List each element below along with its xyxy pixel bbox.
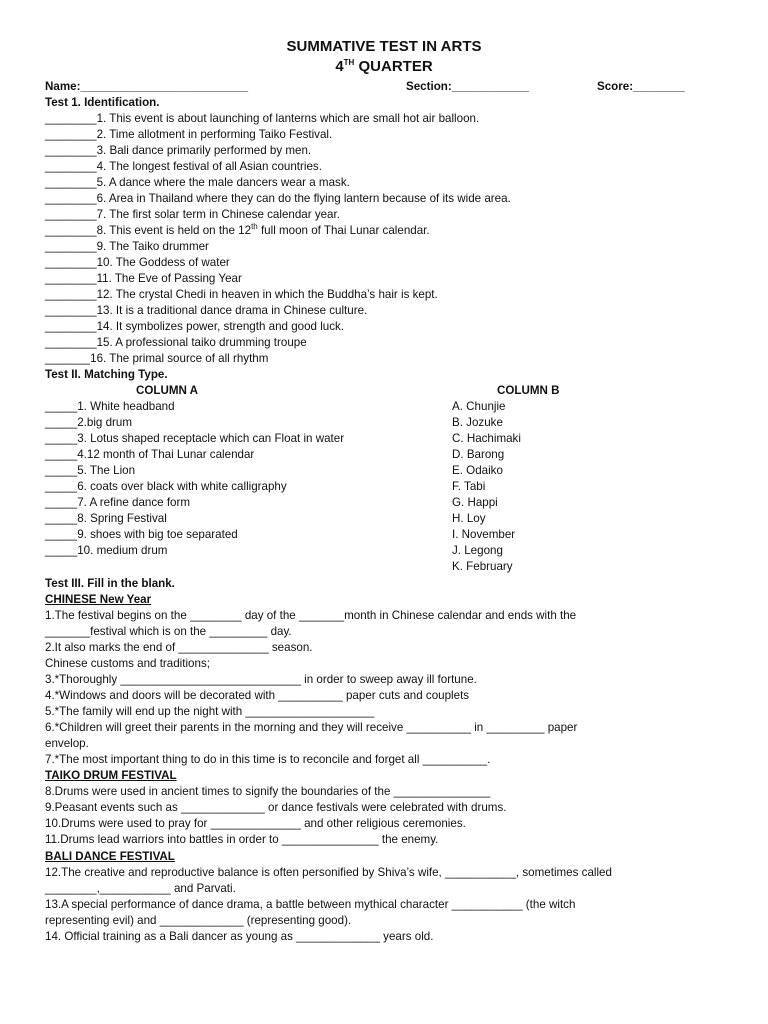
test1-item-8 bbox=[45, 224, 430, 238]
name-field: Name:__________________________ bbox=[45, 80, 249, 93]
column-b-item: A. Chunjie bbox=[452, 400, 506, 413]
fill-line: 7.*The most important thing to do in this time is to reconcile and forget all __________. bbox=[45, 753, 491, 766]
column-b-item: K. February bbox=[452, 560, 513, 573]
item8-text: ________8. This event is held on the 12 bbox=[45, 224, 252, 237]
column-b-item: D. Barong bbox=[452, 448, 505, 461]
test1-item: ________1. This event is about launching of lanterns which are small hot air balloon. bbox=[45, 112, 480, 125]
column-a-item: _____4.12 month of Thai Lunar calendar bbox=[45, 448, 255, 461]
quarter-word: QUARTER bbox=[358, 58, 433, 75]
test1-item: ________4. The longest festival of all Asian countries. bbox=[45, 160, 322, 173]
fill-line: 12.The creative and reproductive balance is often personified by Shiva’s wife, ___________, sometimes called bbox=[45, 866, 612, 879]
fill-line: ________,___________ and Parvati. bbox=[45, 882, 236, 895]
fill-line: 9.Peasant events such as _____________ or dance festivals were celebrated with drums. bbox=[45, 801, 507, 814]
column-a-item: _____2.big drum bbox=[45, 416, 133, 429]
column-b-item: C. Hachimaki bbox=[452, 432, 521, 445]
test1-item: _______16. The primal source of all rhythm bbox=[45, 352, 269, 365]
fill-line: envelop. bbox=[45, 737, 89, 750]
test1-heading: Test 1. Identification. bbox=[45, 96, 160, 109]
fill-line: 3.*Thoroughly ____________________________ in order to sweep away ill fortune. bbox=[45, 673, 477, 686]
column-a-item: _____10. medium drum bbox=[45, 544, 168, 557]
quarter-title bbox=[0, 58, 768, 75]
column-a-item: _____8. Spring Festival bbox=[45, 512, 167, 525]
test1-item: ________5. A dance where the male dancers wear a mask. bbox=[45, 176, 350, 189]
fill-line: 10.Drums were used to pray for ______________ and other religious ceremonies. bbox=[45, 817, 466, 830]
fill-line: 6.*Children will greet their parents in the morning and they will receive __________ in _________ paper bbox=[45, 721, 578, 734]
fill-line: 13.A special performance of dance drama, a battle between mythical character ___________ (the witch bbox=[45, 898, 576, 911]
fill-line: 4.*Windows and doors will be decorated with __________ paper cuts and couplets bbox=[45, 689, 470, 702]
column-a-item: _____1. White headband bbox=[45, 400, 175, 413]
fill-line: Chinese customs and traditions; bbox=[45, 657, 210, 670]
column-b-item: G. Happi bbox=[452, 496, 498, 509]
test1-item: ________10. The Goddess of water bbox=[45, 256, 230, 269]
fill-line: 5.*The family will end up the night with ____________________ bbox=[45, 705, 375, 718]
column-b-item: B. Jozuke bbox=[452, 416, 503, 429]
test1-item: ________14. It symbolizes power, strength and good luck. bbox=[45, 320, 345, 333]
column-a-item: _____6. coats over black with white calligraphy bbox=[45, 480, 287, 493]
column-a-header: COLUMN A bbox=[136, 384, 199, 397]
fill-line: 1.The festival begins on the ________ day of the _______month in Chinese calendar and ends with the bbox=[45, 609, 577, 622]
column-b-item: E. Odaiko bbox=[452, 464, 503, 477]
fill-line: 2.It also marks the end of ______________ season. bbox=[45, 641, 313, 654]
test1-item: ________11. The Eve of Passing Year bbox=[45, 272, 242, 285]
chinese-new-year-heading: CHINESE New Year bbox=[45, 593, 152, 606]
score-field: Score:________ bbox=[597, 80, 685, 93]
bali-heading: BALI DANCE FESTIVAL bbox=[45, 850, 175, 863]
fill-line: 14. Official training as a Bali dancer as young as _____________ years old. bbox=[45, 930, 434, 943]
fill-line: _______festival which is on the _________ day. bbox=[45, 625, 292, 638]
test3-heading: Test III. Fill in the blank. bbox=[45, 577, 175, 590]
column-b-item: F. Tabi bbox=[452, 480, 486, 493]
test1-item: ________15. A professional taiko drumming troupe bbox=[45, 336, 307, 349]
test1-item: ________7. The first solar term in Chinese calendar year. bbox=[45, 208, 340, 221]
test1-item: ________6. Area in Thailand where they can do the flying lantern because of its wide area. bbox=[45, 192, 511, 205]
item8-text-end: full moon of Thai Lunar calendar. bbox=[257, 224, 430, 237]
test1-item: ________13. It is a traditional dance drama in Chinese culture. bbox=[45, 304, 368, 317]
fill-line: representing evil) and _____________ (representing good). bbox=[45, 914, 352, 927]
test1-item: ________9. The Taiko drummer bbox=[45, 240, 209, 253]
quarter-superscript: TH bbox=[343, 58, 355, 67]
column-b-item: J. Legong bbox=[452, 544, 503, 557]
column-a-item: _____9. shoes with big toe separated bbox=[45, 528, 238, 541]
column-b-item: H. Loy bbox=[452, 512, 486, 525]
quarter-number: 4 bbox=[335, 58, 344, 75]
page-title: SUMMATIVE TEST IN ARTS bbox=[286, 38, 482, 55]
section-field: Section:____________ bbox=[406, 80, 530, 93]
column-a-item: _____7. A refine dance form bbox=[45, 496, 191, 509]
column-a-item: _____3. Lotus shaped receptacle which can Float in water bbox=[45, 432, 345, 445]
column-b-header: COLUMN B bbox=[497, 384, 560, 397]
taiko-heading: TAIKO DRUM FESTIVAL bbox=[45, 769, 177, 782]
test1-item: ________2. Time allotment in performing Taiko Festival. bbox=[45, 128, 333, 141]
item8-superscript: th bbox=[251, 222, 258, 232]
column-a-item: _____5. The Lion bbox=[45, 464, 136, 477]
test1-item: ________3. Bali dance primarily performed by men. bbox=[45, 144, 312, 157]
column-b-item: I. November bbox=[452, 528, 516, 541]
fill-line: 11.Drums lead warriors into battles in order to _______________ the enemy. bbox=[45, 833, 439, 846]
fill-line: 8.Drums were used in ancient times to signify the boundaries of the _______________ bbox=[45, 785, 491, 798]
test1-item: ________12. The crystal Chedi in heaven in which the Buddha’s hair is kept. bbox=[45, 288, 438, 301]
test2-heading: Test II. Matching Type. bbox=[45, 368, 168, 381]
